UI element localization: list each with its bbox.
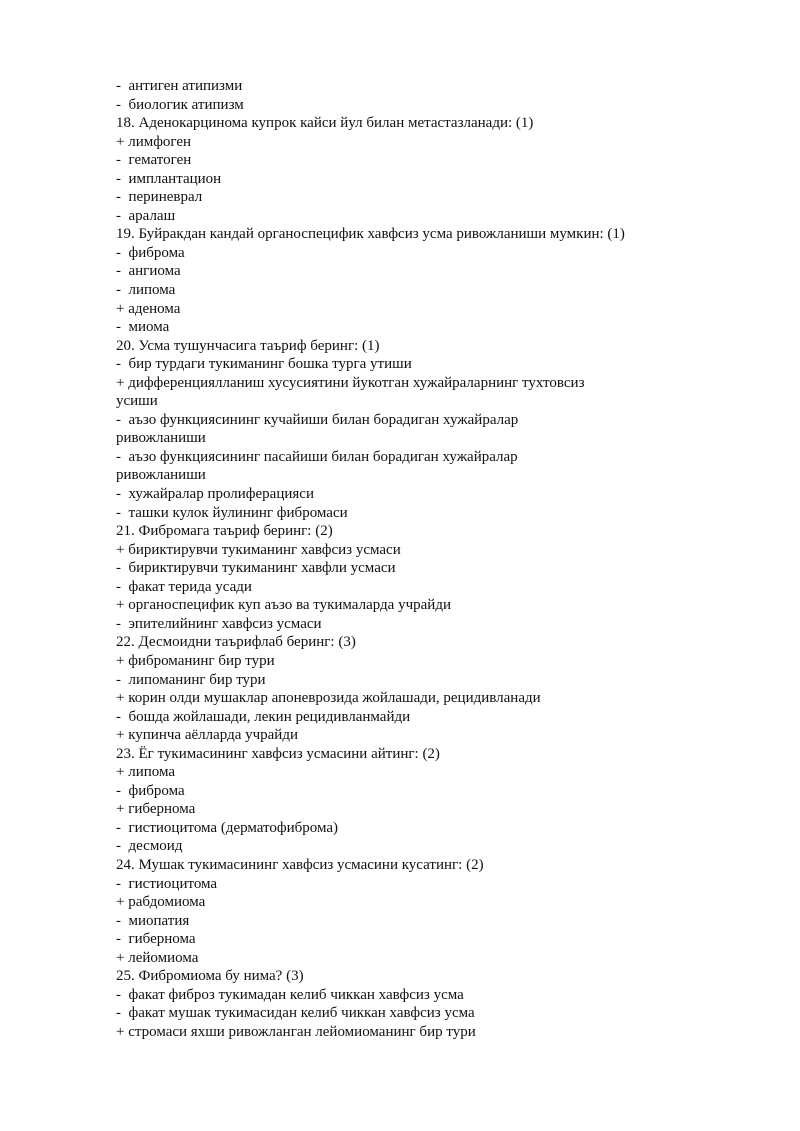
answer-option: - факат терида усади xyxy=(116,578,252,595)
answer-option: - факат мушак тукимасидан келиб чиккан хавфсиз усма xyxy=(116,1005,475,1022)
answer-option: + органоспецифик куп аъзо ва тукималарда учрайди xyxy=(116,597,451,614)
answer-option: + фиброманинг бир тури xyxy=(116,652,275,669)
answer-option: + гибернома xyxy=(116,801,196,818)
question-line: 21. Фибромага таъриф беринг: (2) xyxy=(116,523,333,540)
answer-option: + аденома xyxy=(116,300,181,317)
answer-option: - ангиома xyxy=(116,263,181,280)
text-line: - антиген атипизми xyxy=(116,78,243,94)
question-line: 23. Ёг тукимасининг хавфсиз усмасини айтинг: (2) xyxy=(116,745,440,762)
question-line: 24. Мушак тукимасининг хавфсиз усмасини кусатинг: (2) xyxy=(116,856,484,873)
answer-option: - фиброма xyxy=(116,244,185,261)
answer-option: - гистиоцитома xyxy=(116,875,218,892)
answer-option: - гематоген xyxy=(116,152,192,169)
answer-option: - десмоид xyxy=(116,838,183,855)
question-line: 25. Фибромиома бу нима? (3) xyxy=(116,968,304,985)
question-line: 22. Десмоидни таърифлаб беринг: (3) xyxy=(116,634,356,651)
answer-option: + липома xyxy=(116,764,176,781)
answer-option: - факат фиброз тукимадан келиб чиккан хавфсиз усма xyxy=(116,986,464,1003)
answer-option: - миома xyxy=(116,319,170,336)
question-line: 18. Аденокарцинома купрок кайси йул билан метастазланади: (1) xyxy=(116,115,534,132)
answer-option: - ташки кулок йулининг фибромаси xyxy=(116,504,348,521)
document-text xyxy=(116,77,696,1041)
question-line: 20. Усма тушунчасига таъриф беринг: (1) xyxy=(116,337,380,354)
answer-option: + лейомиома xyxy=(116,949,199,966)
answer-option: + корин олди мушаклар апоневрозида жойлашади, рецидивланади xyxy=(116,690,541,707)
answer-option: - фиброма xyxy=(116,782,185,799)
answer-option-continuation: усиши xyxy=(116,393,158,410)
answer-option: - имплантацион xyxy=(116,170,222,187)
answer-option: - липома xyxy=(116,282,176,299)
answer-option: + стромаси яхши ривожланган лейомиоманинг бир тури xyxy=(116,1023,476,1040)
answer-option-continuation: ривожланиши xyxy=(116,467,206,484)
answer-option: - периневрал xyxy=(116,189,203,206)
answer-option: - хужайралар пролиферацияси xyxy=(116,486,314,503)
answer-option: - бошда жойлашади, лекин рецидивланмайди xyxy=(116,708,411,725)
answer-option: - аъзо функциясининг кучайиши билан борадиган хужайралар xyxy=(116,411,519,428)
answer-option: + дифференциялланиш хусусиятини йукотган хужайраларнинг тухтовсиз xyxy=(116,374,585,391)
text-line: - биологик атипизм xyxy=(116,96,244,113)
answer-option: - аралаш xyxy=(116,207,176,224)
answer-option: - бириктирувчи тукиманинг хавфли усмаси xyxy=(116,560,396,577)
answer-option: - эпителийнинг хавфсиз усмаси xyxy=(116,615,322,632)
answer-option: + рабдомиома xyxy=(116,894,206,911)
answer-option: + лимфоген xyxy=(116,133,192,150)
answer-option-continuation: ривожланиши xyxy=(116,430,206,447)
answer-option: - аъзо функциясининг пасайиши билан борадиган хужайралар xyxy=(116,448,518,465)
answer-option: + бириктирувчи тукиманинг хавфсиз усмаси xyxy=(116,541,401,558)
answer-option: - гистиоцитома (дерматофиброма) xyxy=(116,819,339,836)
answer-option: - липоманинг бир тури xyxy=(116,671,266,688)
answer-option: - гибернома xyxy=(116,931,196,948)
answer-option: - миопатия xyxy=(116,912,190,929)
answer-option: - бир турдаги тукиманинг бошка турга утиши xyxy=(116,356,412,373)
question-line: 19. Буйракдан кандай органоспецифик хавфсиз усма ривожланиши мумкин: (1) xyxy=(116,226,625,243)
answer-option: + купинча аёлларда учрайди xyxy=(116,727,298,744)
